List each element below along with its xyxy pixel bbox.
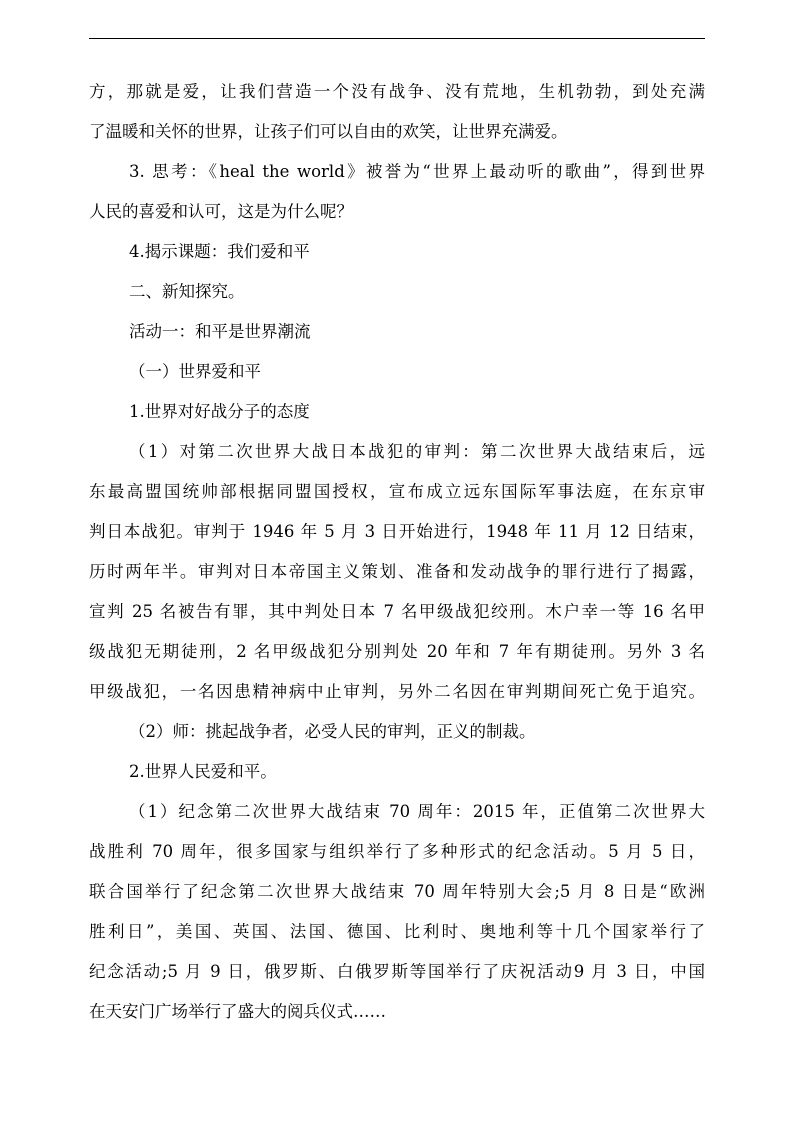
header-rule <box>89 38 705 39</box>
paragraph-line: 在天安门广场举行了盛大的阅兵仪式…… <box>89 1002 386 1021</box>
paragraph-line: 判日本战犯。审判于 1946 年 5 月 3 日开始进行，1948 年 11 月 12 日结束， <box>89 522 705 541</box>
activity-heading: 活动一：和平是世界潮流 <box>129 322 311 341</box>
paragraph-line: （1）对第二次世界大战日本战犯的审判：第二次世界大战结束后，远 <box>129 442 705 461</box>
paragraph-line: （2）师：挑起战争者，必受人民的审判，正义的制裁。 <box>129 722 536 741</box>
paragraph-line: 人民的喜爱和认可，这是为什么呢？ <box>89 202 353 221</box>
paragraph-line: 级战犯无期徒刑，2 名甲级战犯分别判处 20 年和 7 年有期徒刑。另外 3 名 <box>89 642 705 661</box>
paragraph-line: 联合国举行了纪念第二次世界大战结束 70 周年特别大会;5 月 8 日是“欧洲 <box>89 882 705 901</box>
paragraph-line: 4.揭示课题：我们爱和平 <box>129 242 310 261</box>
paragraph-line: 历时两年半。审判对日本帝国主义策划、准备和发动战争的罪行进行了揭露， <box>89 562 705 581</box>
item-heading: 2.世界人民爱和平。 <box>129 762 277 781</box>
paragraph-line: 了温暖和关怀的世界，让孩子们可以自由的欢笑，让世界充满爱。 <box>89 122 568 141</box>
paragraph-line: （1）纪念第二次世界大战结束 70 周年：2015 年，正值第二次世界大 <box>129 802 705 821</box>
paragraph-line: 胜利日”，美国、英国、法国、德国、比利时、奥地利等十几个国家举行了 <box>89 922 705 941</box>
paragraph-line: 3. 思考：《heal the world》被誉为“世界上最动听的歌曲”，得到世界 <box>129 162 705 181</box>
item-heading: 1.世界对好战分子的态度 <box>129 402 310 421</box>
section-heading: 二、新知探究。 <box>129 282 245 301</box>
document-body <box>89 82 705 1042</box>
paragraph-line: 战胜利 70 周年，很多国家与组织举行了多种形式的纪念活动。5 月 5 日， <box>89 842 705 861</box>
paragraph-line: 甲级战犯，一名因患精神病中止审判，另外二名因在审判期间死亡免于追究。 <box>89 682 705 701</box>
paragraph-line: 东最高盟国统帅部根据同盟国授权，宣布成立远东国际军事法庭，在东京审 <box>89 482 705 501</box>
paragraph-line: 纪念活动;5 月 9 日，俄罗斯、白俄罗斯等国举行了庆祝活动9 月 3 日，中国 <box>89 962 705 981</box>
subsection-heading: （一）世界爱和平 <box>129 362 261 381</box>
paragraph-line: 方，那就是爱，让我们营造一个没有战争、没有荒地，生机勃勃，到处充满 <box>89 82 705 101</box>
paragraph-line: 宣判 25 名被告有罪，其中判处日本 7 名甲级战犯绞刑。木户幸一等 16 名甲 <box>89 602 705 621</box>
